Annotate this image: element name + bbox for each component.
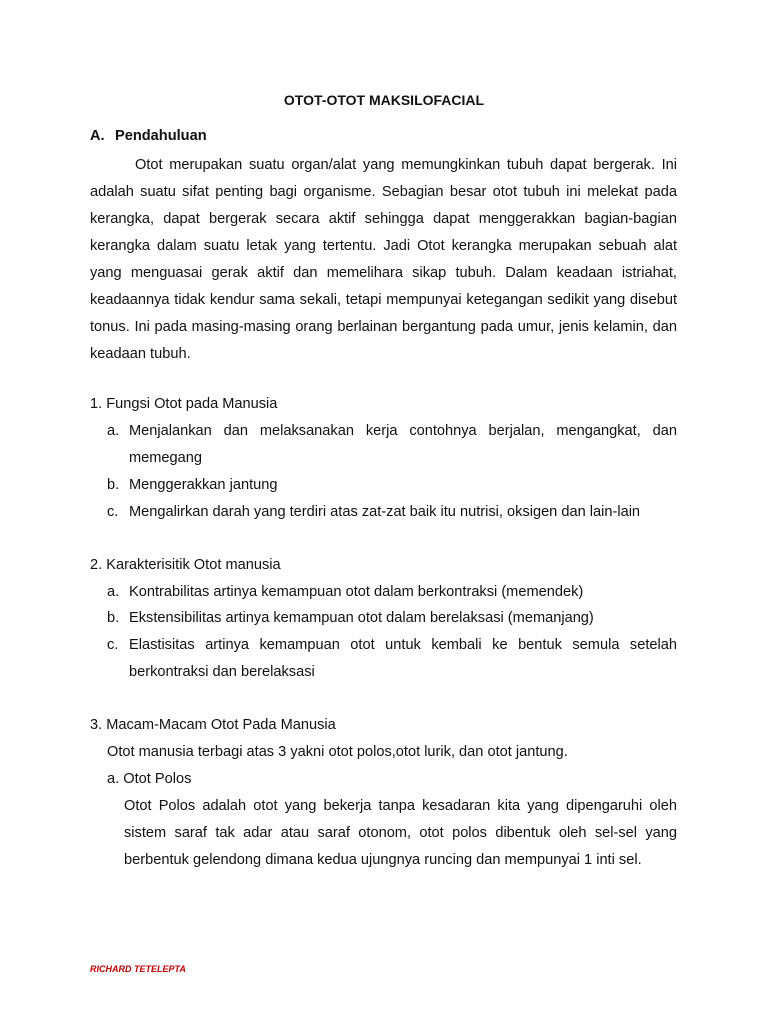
section-a-letter: A. — [90, 128, 105, 144]
footer-author: RICHARD TETELEPTA — [90, 964, 186, 974]
section-a-heading — [90, 128, 207, 144]
list-marker: a. — [107, 423, 120, 439]
list2-item — [107, 605, 677, 632]
list1-item — [107, 418, 677, 472]
list-text: Menggerakkan jantung — [129, 477, 278, 493]
list-marker: b. — [107, 610, 120, 626]
page-title: OTOT-OTOT MAKSILOFACIAL — [283, 92, 485, 108]
list1-item — [107, 472, 677, 499]
subsection-otot-polos-text: Otot Polos adalah otot yang bekerja tanpa kesadaran kita yang dipengaruhi oleh sistem saraf tak adar atau saraf otonom, otot polos dibentuk oleh sel-sel yang berbentuk gelendong dimana kedua ujungnya runcing dan mempunyai 1 inti sel. — [124, 798, 677, 868]
list1-title: 1. Fungsi Otot pada Manusia — [90, 396, 278, 412]
list1-item — [107, 499, 677, 526]
section-a-title: Pendahuluan — [115, 128, 207, 144]
list-text: Kontrabilitas artinya kemampuan otot dalam berkontraksi (memendek) — [129, 584, 584, 600]
list-text: Menjalankan dan melaksanakan kerja contohnya berjalan, mengangkat, dan memegang — [129, 423, 677, 466]
list-marker: c. — [107, 637, 119, 653]
list3-intro: Otot manusia terbagi atas 3 yakni otot polos,otot lurik, dan otot jantung. — [107, 744, 568, 760]
list-text: Mengalirkan darah yang terdiri atas zat-zat baik itu nutrisi, oksigen dan lain-lain — [129, 504, 641, 520]
list2-title: 2. Karakterisitik Otot manusia — [90, 557, 281, 573]
list-marker: b. — [107, 477, 120, 493]
list2-item — [107, 579, 677, 606]
list2-item — [107, 632, 677, 686]
list-text: Ekstensibilitas artinya kemampuan otot dalam berelaksasi (memanjang) — [129, 610, 594, 626]
list3-title: 3. Macam-Macam Otot Pada Manusia — [90, 717, 336, 733]
list-marker: a. — [107, 584, 120, 600]
intro-paragraph: Otot merupakan suatu organ/alat yang memungkinkan tubuh dapat bergerak. Ini adalah suatu sifat penting bagi organisme. Sebagian besar otot tubuh ini melekat pada kerangka, dapat bergerak secara aktif sehingga dapat menggerakkan bagian-bagian kerangka dalam suatu letak yang tertentu. Jadi Otot kerangka merupakan sebuah alat yang menguasai gerak aktif dan memelihara sikap tubuh. Dalam keadaan istriahat, keadaannya tidak kendur sama sekali, tetapi mempunyai ketegangan sedikit yang disebut tonus. Ini pada masing-masing orang berlainan bergantung pada umur, jenis kelamin, dan keadaan tubuh. — [90, 157, 677, 362]
subsection-otot-polos-title: a. Otot Polos — [107, 771, 192, 787]
list-text: Elastisitas artinya kemampuan otot untuk kembali ke bentuk semula setelah berkontraksi dan berelaksasi — [129, 637, 677, 680]
list-marker: c. — [107, 504, 119, 520]
